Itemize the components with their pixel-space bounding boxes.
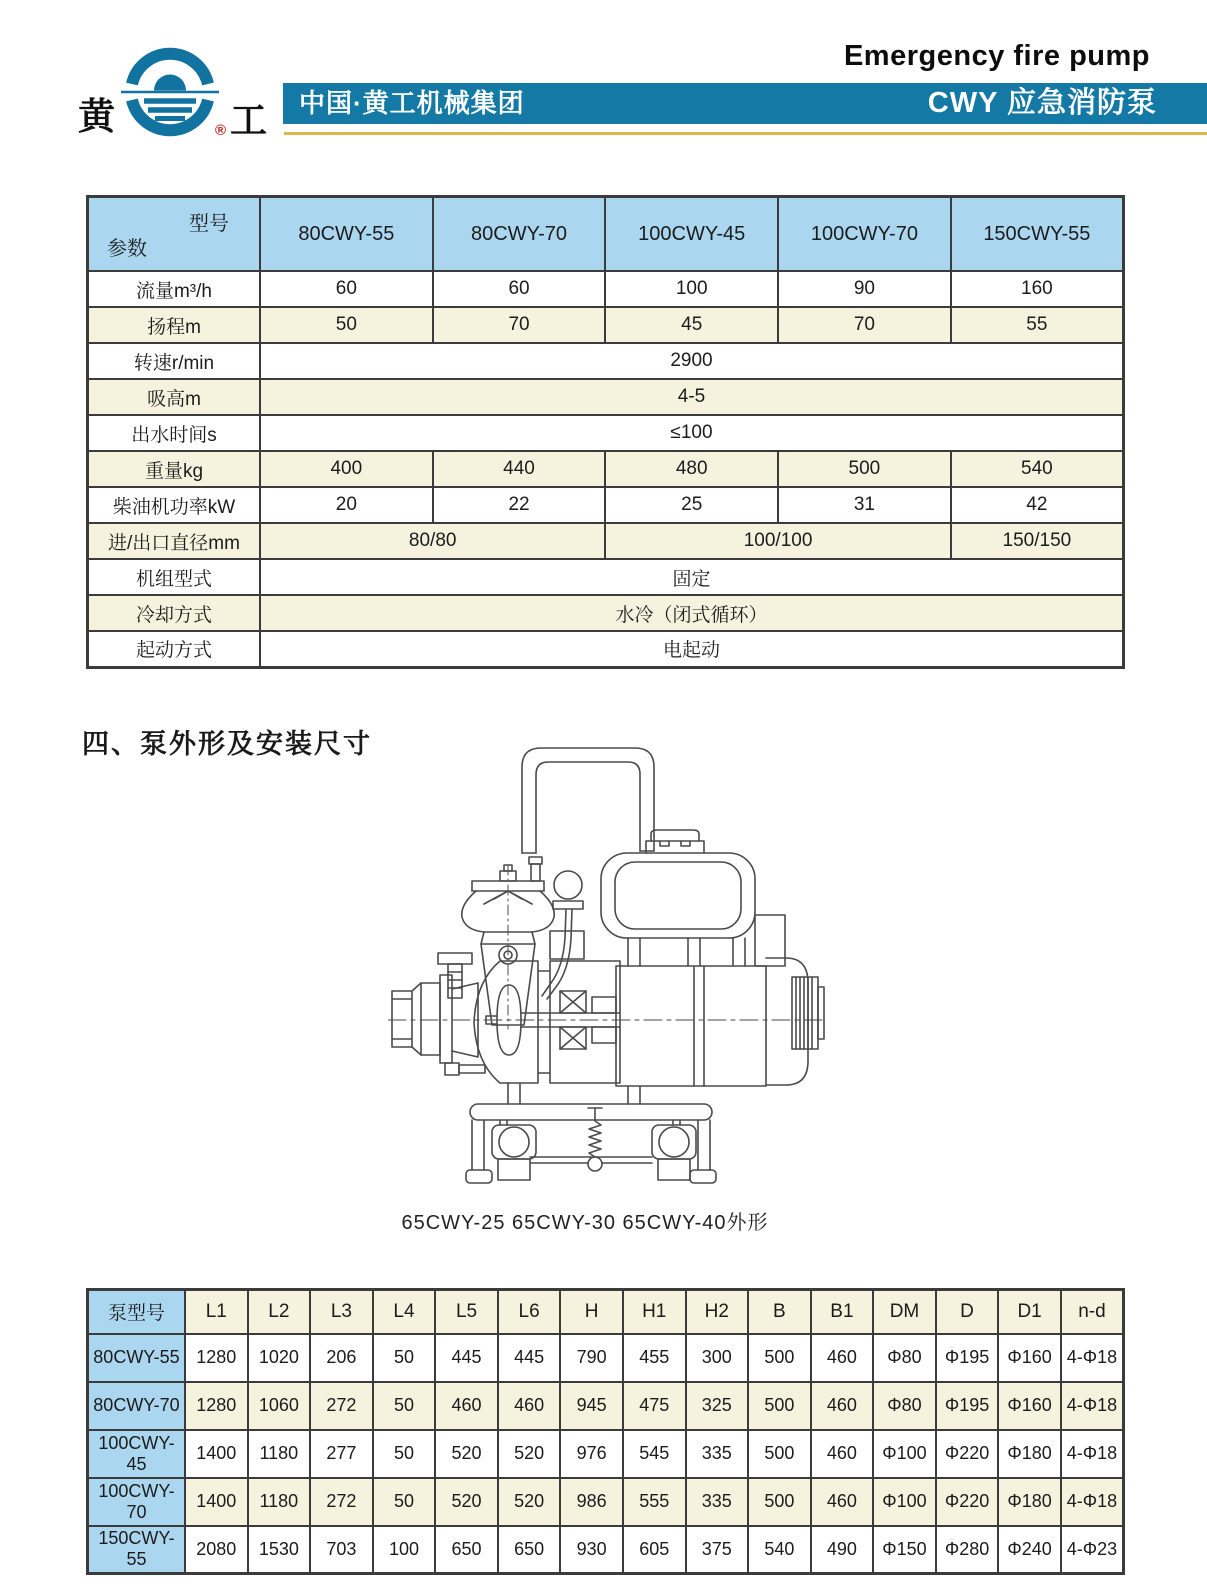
dim-cell: Φ180	[998, 1430, 1061, 1478]
dim-cell: 375	[686, 1526, 749, 1574]
dim-header-cell: H	[560, 1290, 623, 1334]
registered-trademark-icon: ®	[215, 122, 227, 139]
spec-param-label: 吸高m	[88, 379, 261, 415]
dim-cell: 100	[373, 1526, 436, 1574]
figure-caption: 65CWY-25 65CWY-30 65CWY-40外形	[401, 1212, 769, 1234]
dim-cell: Φ160	[998, 1382, 1061, 1430]
dim-row	[88, 1526, 1124, 1574]
spec-param-label: 转速r/min	[88, 343, 261, 379]
dim-model-cell: 80CWY-55	[88, 1334, 186, 1382]
spec-cell-span: 固定	[260, 559, 1124, 595]
dim-cell: 520	[498, 1478, 561, 1526]
dim-header-cell: n-d	[1061, 1290, 1124, 1334]
dim-cell: Φ180	[998, 1478, 1061, 1526]
spec-cell: 50	[260, 307, 433, 343]
dim-cell: 445	[498, 1334, 561, 1382]
dim-cell: 500	[748, 1478, 811, 1526]
spec-cell: 25	[605, 487, 778, 523]
dim-cell: 703	[310, 1526, 373, 1574]
dim-cell: Φ100	[873, 1430, 936, 1478]
dim-cell: Φ195	[936, 1382, 999, 1430]
dim-cell: 445	[435, 1334, 498, 1382]
dim-cell: Φ280	[936, 1526, 999, 1574]
dim-cell: 300	[686, 1334, 749, 1382]
dim-cell: 976	[560, 1430, 623, 1478]
dim-cell: 50	[373, 1334, 436, 1382]
spec-model-header: 150CWY-55	[951, 197, 1124, 272]
spec-model-header: 80CWY-55	[260, 197, 433, 272]
dim-cell: 650	[498, 1526, 561, 1574]
spec-row	[88, 631, 1124, 667]
dim-cell: 460	[811, 1334, 874, 1382]
dim-header-cell: B1	[811, 1290, 874, 1334]
pump-outline-drawing	[388, 733, 828, 1188]
spec-cell-span: ≤100	[260, 415, 1124, 451]
product-title-english: Emergency fire pump	[843, 40, 1150, 72]
dim-cell: 1060	[248, 1382, 311, 1430]
dim-cell: 1400	[185, 1478, 248, 1526]
dim-cell: 540	[748, 1526, 811, 1574]
dim-cell: 1280	[185, 1382, 248, 1430]
spec-row	[88, 559, 1124, 595]
spec-cell: 440	[433, 451, 606, 487]
dim-row	[88, 1430, 1124, 1478]
dim-cell: Φ80	[873, 1382, 936, 1430]
dim-cell: 460	[435, 1382, 498, 1430]
dim-cell: Φ195	[936, 1334, 999, 1382]
spec-cell: 70	[433, 307, 606, 343]
dim-header-cell: DM	[873, 1290, 936, 1334]
spec-cell: 60	[433, 271, 606, 307]
spec-cell: 45	[605, 307, 778, 343]
spec-cell: 70	[778, 307, 951, 343]
spec-cell: 480	[605, 451, 778, 487]
spec-param-label: 扬程m	[88, 307, 261, 343]
dim-cell: 500	[748, 1382, 811, 1430]
dim-cell: Φ220	[936, 1430, 999, 1478]
dim-cell: 4-Φ18	[1061, 1334, 1124, 1382]
dim-cell: 545	[623, 1430, 686, 1478]
dim-cell: 986	[560, 1478, 623, 1526]
dim-cell: 490	[811, 1526, 874, 1574]
spec-param-label: 出水时间s	[88, 415, 261, 451]
spec-row	[88, 271, 1124, 307]
dim-cell: 1180	[248, 1430, 311, 1478]
spec-row	[88, 451, 1124, 487]
dim-model-cell: 100CWY-70	[88, 1478, 186, 1526]
dim-header-row	[88, 1290, 1124, 1334]
dim-cell: 1020	[248, 1334, 311, 1382]
dim-header-cell: L3	[310, 1290, 373, 1334]
spec-row	[88, 343, 1124, 379]
dim-cell: 475	[623, 1382, 686, 1430]
dim-cell: 50	[373, 1430, 436, 1478]
dim-cell: 460	[811, 1382, 874, 1430]
spec-cell: 100	[605, 271, 778, 307]
dim-cell: 4-Φ18	[1061, 1430, 1124, 1478]
dim-cell: 50	[373, 1478, 436, 1526]
dim-cell: 605	[623, 1526, 686, 1574]
dim-cell: Φ100	[873, 1478, 936, 1526]
dim-table-body	[88, 1334, 1124, 1574]
dim-cell: 555	[623, 1478, 686, 1526]
dim-cell: 460	[811, 1430, 874, 1478]
spec-model-header: 100CWY-70	[778, 197, 951, 272]
dim-table	[86, 1288, 1125, 1575]
dim-cell: 520	[435, 1430, 498, 1478]
dim-model-cell: 100CWY-45	[88, 1430, 186, 1478]
dim-cell: 272	[310, 1382, 373, 1430]
dim-cell: 650	[435, 1526, 498, 1574]
logo-left-char: 黄	[78, 96, 115, 137]
corner-label-model: 型号	[189, 213, 229, 235]
dim-cell: 2080	[185, 1526, 248, 1574]
dim-cell: 325	[686, 1382, 749, 1430]
dim-header-cell: H1	[623, 1290, 686, 1334]
dim-header-cell: D1	[998, 1290, 1061, 1334]
dim-cell: 335	[686, 1478, 749, 1526]
corner-label-param: 参数	[107, 238, 147, 260]
dim-cell: 4-Φ23	[1061, 1526, 1124, 1574]
spec-cell-span: 80/80	[260, 523, 605, 559]
dim-cell: 4-Φ18	[1061, 1478, 1124, 1526]
dim-cell: 455	[623, 1334, 686, 1382]
spec-row	[88, 415, 1124, 451]
dim-model-cell: 80CWY-70	[88, 1382, 186, 1430]
dim-cell: Φ220	[936, 1478, 999, 1526]
spec-cell: 31	[778, 487, 951, 523]
dim-header-cell: D	[936, 1290, 999, 1334]
dim-cell: Φ150	[873, 1526, 936, 1574]
dim-cell: 930	[560, 1526, 623, 1574]
dim-cell: 272	[310, 1478, 373, 1526]
spec-param-label: 进/出口直径mm	[88, 523, 261, 559]
gold-divider	[284, 132, 1207, 135]
spec-cell: 60	[260, 271, 433, 307]
dim-header-model: 泵型号	[88, 1290, 186, 1334]
dim-header-cell: L6	[498, 1290, 561, 1334]
spec-param-label: 流量m³/h	[88, 271, 261, 307]
spec-row	[88, 523, 1124, 559]
dim-header-cell: L4	[373, 1290, 436, 1334]
spec-cell-span: 水冷（闭式循环）	[260, 595, 1124, 631]
spec-cell-span: 4-5	[260, 379, 1124, 415]
product-title-chinese: CWY 应急消防泵	[927, 87, 1157, 119]
dim-cell: 1530	[248, 1526, 311, 1574]
spec-corner-cell	[88, 197, 261, 272]
dim-cell: 1400	[185, 1430, 248, 1478]
dim-cell: 500	[748, 1334, 811, 1382]
dim-header-cell: B	[748, 1290, 811, 1334]
company-banner	[283, 83, 1207, 124]
spec-cell-span: 2900	[260, 343, 1124, 379]
dim-cell: 1180	[248, 1478, 311, 1526]
spec-table	[86, 195, 1125, 669]
section-title: 四、泵外形及安装尺寸	[82, 729, 372, 759]
spec-param-label: 柴油机功率kW	[88, 487, 261, 523]
dim-header-cell: L2	[248, 1290, 311, 1334]
dim-model-cell: 150CWY-55	[88, 1526, 186, 1574]
dim-cell: 790	[560, 1334, 623, 1382]
spec-cell: 42	[951, 487, 1124, 523]
spec-row	[88, 307, 1124, 343]
dim-header-cell: L5	[435, 1290, 498, 1334]
dim-cell: 277	[310, 1430, 373, 1478]
spec-param-label: 重量kg	[88, 451, 261, 487]
dim-cell: 1280	[185, 1334, 248, 1382]
dim-header-cell: H2	[686, 1290, 749, 1334]
dim-cell: 4-Φ18	[1061, 1382, 1124, 1430]
dim-cell: Φ160	[998, 1334, 1061, 1382]
dim-cell: 520	[435, 1478, 498, 1526]
spec-cell: 400	[260, 451, 433, 487]
company-name: 中国·黄工机械集团	[299, 88, 525, 118]
logo-right-char: 工	[230, 100, 267, 141]
dim-cell: 50	[373, 1382, 436, 1430]
spec-row	[88, 595, 1124, 631]
spec-cell-span: 100/100	[605, 523, 950, 559]
dim-cell: 206	[310, 1334, 373, 1382]
spec-model-header: 100CWY-45	[605, 197, 778, 272]
spec-cell: 22	[433, 487, 606, 523]
spec-cell: 20	[260, 487, 433, 523]
dim-row	[88, 1382, 1124, 1430]
spec-param-label: 起动方式	[88, 631, 261, 667]
dim-cell: Φ240	[998, 1526, 1061, 1574]
spec-row	[88, 379, 1124, 415]
dim-row	[88, 1478, 1124, 1526]
spec-param-label: 冷却方式	[88, 595, 261, 631]
spec-cell: 540	[951, 451, 1124, 487]
dim-header-cell: L1	[185, 1290, 248, 1334]
spec-cell: 55	[951, 307, 1124, 343]
spec-cell: 500	[778, 451, 951, 487]
dim-cell: 500	[748, 1430, 811, 1478]
spec-cell: 90	[778, 271, 951, 307]
spec-cell-span: 电起动	[260, 631, 1124, 667]
dim-cell: 460	[811, 1478, 874, 1526]
spec-header-row	[88, 197, 1124, 272]
spec-cell-span: 150/150	[951, 523, 1124, 559]
dim-cell: 335	[686, 1430, 749, 1478]
dim-cell: 945	[560, 1382, 623, 1430]
dim-row	[88, 1334, 1124, 1382]
spec-model-header: 80CWY-70	[433, 197, 606, 272]
spec-row	[88, 487, 1124, 523]
spec-cell: 160	[951, 271, 1124, 307]
company-logo-icon	[120, 42, 220, 142]
spec-param-label: 机组型式	[88, 559, 261, 595]
dim-cell: Φ80	[873, 1334, 936, 1382]
dim-cell: 460	[498, 1382, 561, 1430]
dim-cell: 520	[498, 1430, 561, 1478]
